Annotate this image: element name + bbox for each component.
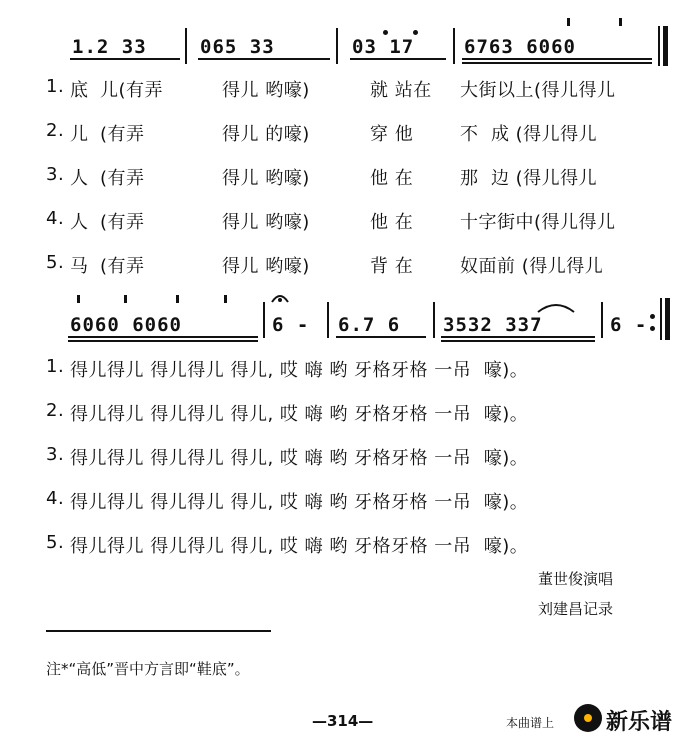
accent-mark xyxy=(567,18,570,26)
repeat-dot xyxy=(650,326,655,331)
repeat-barline xyxy=(663,26,668,66)
beam-underline xyxy=(198,58,330,60)
barline xyxy=(658,26,660,66)
accent-mark xyxy=(124,295,127,303)
beam-underline xyxy=(336,336,426,338)
measure-9: 6 - xyxy=(610,314,648,336)
slur-icon xyxy=(536,300,576,314)
beam-underline xyxy=(70,58,180,60)
page-number: —314— xyxy=(312,712,374,730)
beam-underline xyxy=(68,336,258,338)
barline xyxy=(185,28,187,64)
beam-underline xyxy=(462,58,652,60)
accent-mark xyxy=(77,295,80,303)
footnote: 注*“高低”晋中方言即“鞋底”。 xyxy=(46,660,250,678)
measure-8: 3532 337 xyxy=(443,314,543,336)
singer-credit: 董世俊演唱 xyxy=(538,570,614,588)
measure-6: 6 - xyxy=(272,314,310,336)
final-barline xyxy=(665,298,670,340)
recorder-credit: 刘建昌记录 xyxy=(538,600,614,618)
fermata-icon xyxy=(270,290,290,304)
accent-mark xyxy=(176,295,179,303)
record-logo-icon xyxy=(574,704,602,732)
barline xyxy=(327,302,329,338)
footnote-divider xyxy=(46,630,271,632)
watermark-prefix: 本曲谱上 xyxy=(506,716,555,730)
measure-4: 6763 6060 xyxy=(464,36,576,58)
beam-underline xyxy=(68,340,258,342)
barline xyxy=(660,298,662,340)
barline xyxy=(453,28,455,64)
watermark-brand: 新乐谱 xyxy=(606,710,673,735)
barline xyxy=(433,302,435,338)
beam-underline xyxy=(441,336,595,338)
measure-3: 03 17 xyxy=(352,36,415,58)
measure-1: 1.2 33 xyxy=(72,36,147,58)
beam-underline xyxy=(350,58,446,60)
accent-mark xyxy=(619,18,622,26)
octave-dot xyxy=(413,30,418,35)
accent-mark xyxy=(224,295,227,303)
octave-dot xyxy=(383,30,388,35)
beam-underline xyxy=(441,340,595,342)
measure-7: 6.7 6 xyxy=(338,314,401,336)
measure-5: 6060 6060 xyxy=(70,314,182,336)
beam-underline xyxy=(462,62,652,64)
repeat-dot xyxy=(650,314,655,319)
barline xyxy=(601,302,603,338)
barline xyxy=(336,28,338,64)
measure-2: 065 33 xyxy=(200,36,275,58)
barline xyxy=(263,302,265,338)
